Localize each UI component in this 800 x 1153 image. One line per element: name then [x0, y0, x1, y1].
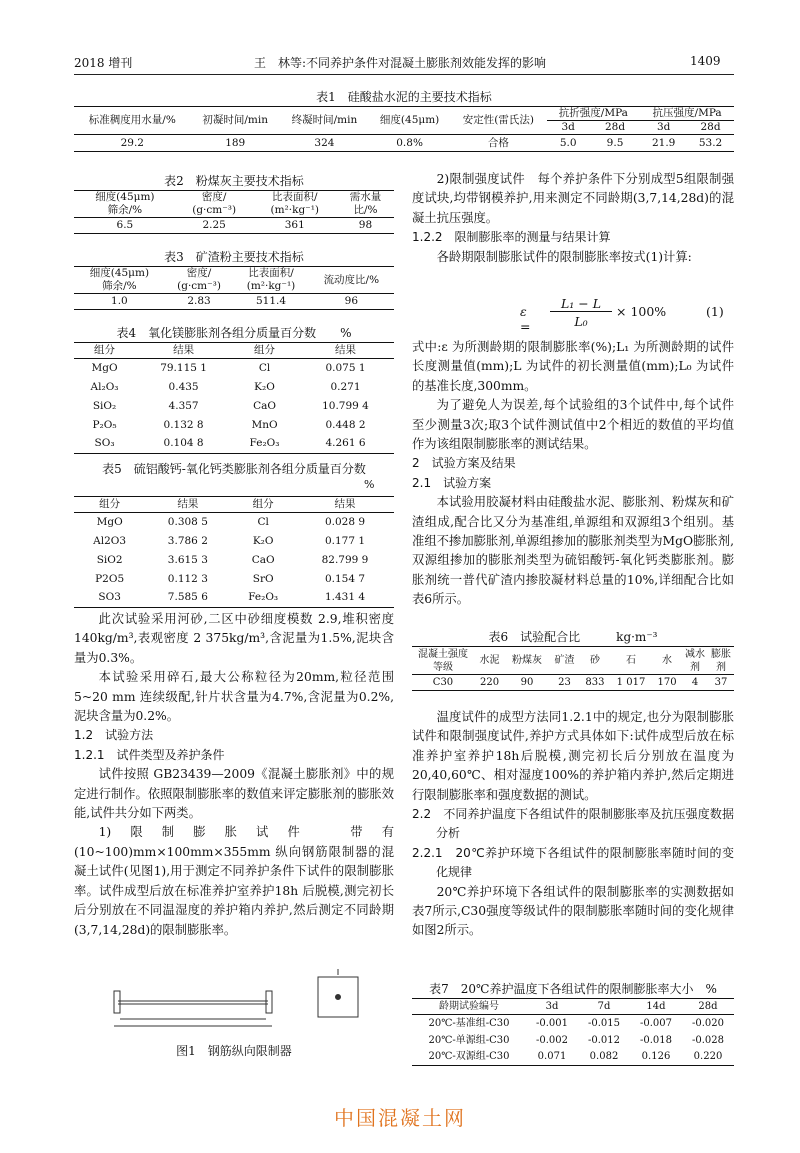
table2: [74, 190, 394, 234]
footer-watermark: 中国混凝土网: [334, 1106, 466, 1130]
paragraph: 1)限制膨胀试件 带有(10~100)mm×100mm×355mm 纵向钢筋限制器的混凝土试件(见图1),用于测定不同养护条件下试件的限制膨胀率。试件成型后放在标准养护室养护18h 后脱模,测完初长后分别放在不同温湿度的养护箱内养护,然后测定不同龄期(3,7,14,28d)的限制膨胀率。: [74, 825, 394, 937]
t2-h0: 细度(45μm) 筛余/%: [74, 191, 176, 218]
figure-1-rebar-restrainer: [100, 963, 400, 1038]
t6-h7: 减水剂: [682, 647, 708, 675]
table-row: SO₃ 0.104 8 Fe₂O₃ 4.261 6: [94, 437, 366, 450]
left-column-text: [74, 610, 394, 940]
table5-unit: %: [364, 478, 375, 491]
table4: [74, 342, 394, 454]
figure-1-caption: 图1 钢筋纵向限制器: [176, 1044, 292, 1058]
section-heading: 2.1 试验方案: [412, 475, 492, 490]
t1-c6: 9.5: [606, 136, 624, 149]
table-row: C30 220 90 23 833 1 017 170 4 37: [432, 677, 728, 688]
t1-sub1: 28d: [590, 121, 640, 135]
t5-h3: 结果: [296, 497, 394, 513]
table7-caption: 表7 20℃养护温度下各组试件的限制膨胀率大小 %: [429, 982, 717, 996]
t1-h0: 标准稠度用水量/%: [74, 107, 191, 135]
paragraph: 本试验用胶凝材料由硅酸盐水泥、膨胀剂、粉煤灰和矿渣组成,配合比又分为基准组,单源组和双源组3个组别。基准组不掺加膨胀剂,单源组掺加的膨胀剂类型为MgO膨胀剂,双源组掺加的膨胀剂类型为硫铝酸钙-氧化钙类膨胀剂。膨胀剂统一普代矿渣内掺胶凝材料总量的10%,详细配合比如表6所示。: [412, 495, 734, 607]
table5: [74, 496, 394, 608]
t1-sub0: 3d: [547, 121, 590, 135]
table3-caption: 表3 矿渣粉主要技术指标: [164, 250, 304, 264]
section-heading: 1.2.2 限制膨胀率的测量与结果计算: [412, 230, 611, 245]
running-header-left: 2018 增刊: [74, 56, 133, 70]
running-header-title: 王 林等:不同养护条件对混凝土膨胀剂效能发挥的影响: [253, 56, 547, 70]
paragraph: 试件按照 GB23439—2009《混凝土膨胀剂》中的规定进行制作。依照限制膨胀率的数值来评定膨胀剂的膨胀效能,试件共分如下两类。: [74, 767, 394, 821]
table-row: 20℃-单源组-C30 -0.002 -0.012 -0.018 -0.028: [428, 1034, 724, 1046]
t1-c5: 5.0: [559, 136, 577, 149]
right-column-text-lower: [412, 708, 734, 941]
t1-c1: 189: [225, 136, 246, 149]
t6-h5: 石: [610, 647, 652, 675]
t5-h1: 结果: [145, 497, 230, 513]
table-row: SiO2 3.615 3 CaO 82.799 9: [96, 553, 369, 566]
paragraph: 各龄期限制膨胀试件的限制膨胀率按式(1)计算:: [436, 249, 692, 264]
table-row: P2O5 0.112 3 SrO 0.154 7: [95, 572, 366, 585]
t3-c1: 2.83: [187, 295, 211, 307]
t2-c0: 6.5: [116, 219, 134, 231]
t7-h2: 7d: [578, 999, 630, 1015]
t4-h2: 组分: [232, 343, 297, 359]
t7-h0: 龄期试验编号: [412, 999, 526, 1015]
paragraph: 此次试验采用河砂,二区中砂细度模数 2.9,堆积密度140kg/m³,表观密度 2 375kg/m³,含泥量为1.5%,泥块含量为0.3%。: [74, 612, 394, 665]
t1-sub2: 3d: [640, 121, 687, 135]
t3-h2: 比表面积/ (m²·kg⁻¹): [233, 267, 308, 294]
t3-h0: 细度(45μm) 筛余/%: [74, 267, 165, 294]
eq-numerator: L₁ − L: [550, 296, 612, 312]
t3-h3: 流动度比/%: [309, 267, 394, 294]
t1-c2: 324: [314, 136, 335, 149]
table-row: MgO 0.308 5 Cl 0.028 9: [96, 515, 366, 528]
t6-h1: 水泥: [474, 647, 505, 675]
section-heading: 1.2 试验方法: [74, 728, 154, 743]
t2-h3: 需水量 比/%: [337, 191, 394, 218]
t3-c2: 511.4: [255, 295, 287, 307]
table-row: 20℃-双源组-C30 0.071 0.082 0.126 0.220: [428, 1051, 723, 1063]
paragraph: 温度试件的成型方法同1.2.1中的规定,也分为限制膨胀试件和限制强度试件,养护方式具体如下:试件成型后放在标准养护室养护18h后脱模,测完初长后分别放在温度为20,40,60℃、相对湿度100%的养护箱内养护,然后定期进行限制膨胀率和强度数据的测试。: [412, 710, 734, 802]
paragraph: 为了避免人为误差,每个试验组的3个试件中,每个试件至少测量3次;取3个试件测试值中2个相近的数值的平均值作为该组限制膨胀率的测试结果。: [412, 398, 734, 452]
t7-h4: 28d: [682, 999, 734, 1015]
section-heading: 2 试验方案及结果: [412, 456, 516, 471]
table2-caption: 表2 粉煤灰主要技术指标: [164, 174, 304, 188]
eq-denominator: L₀: [574, 314, 588, 329]
t7-h1: 3d: [526, 999, 578, 1015]
t1-c8: 53.2: [698, 136, 723, 149]
paragraph: 式中:ε 为所测龄期的限制膨胀率(%);L₁ 为所测龄期的试件长度测量值(mm);L 为试件的初长测量值(mm);L₀ 为试件的基准长度,300mm。: [412, 340, 734, 393]
t1-c3: 0.8%: [396, 136, 423, 149]
t6-h4: 砂: [580, 647, 610, 675]
t1-c7: 21.9: [651, 136, 676, 149]
table6: [412, 646, 734, 691]
t2-c3: 98: [358, 219, 373, 231]
t5-h2: 组分: [230, 497, 296, 513]
t6-h3: 矿渣: [549, 647, 580, 675]
table5-caption: 表5 硫铝酸钙-氧化钙类膨胀剂各组分质量百分数: [102, 462, 366, 476]
table1: [74, 106, 734, 152]
right-column-text-middle: [412, 338, 734, 610]
t3-c0: 1.0: [111, 295, 128, 307]
t1-c4: 合格: [487, 136, 509, 149]
paragraph: 2)限制强度试件 每个养护条件下分别成型5组限制强度试块,均带钢模养护,用来测定不同龄期(3,7,14,28d)的混凝土抗压强度。: [412, 172, 734, 225]
t6-h6: 水: [652, 647, 682, 675]
table-row: MgO 79.115 1 Cl 0.075 1: [91, 361, 366, 374]
table1-caption: 表1 硅酸盐水泥的主要技术指标: [316, 90, 492, 104]
t1-h5: 抗折强度/MPa: [547, 107, 641, 121]
table-row: Al₂O₃ 0.435 K₂O 0.271: [90, 380, 361, 393]
table-row: SO3 7.585 6 Fe₂O₃ 1.431 4: [98, 591, 366, 604]
t1-h6: 抗压强度/MPa: [640, 107, 734, 121]
header-rule: [74, 74, 734, 75]
t1-h1: 初凝时间/min: [191, 107, 280, 135]
t2-h2: 比表面积/ (m²·kg⁻¹): [253, 191, 337, 218]
t1-h4: 安定性(雷氏法): [450, 107, 546, 135]
t2-c1: 2.25: [202, 219, 226, 231]
table3: [74, 266, 394, 310]
equation-label: (1): [706, 304, 724, 319]
table-row: SiO₂ 4.357 CaO 10.799 4: [92, 399, 369, 412]
eq-tail: × 100%: [616, 304, 667, 319]
table4-caption: 表4 氧化镁膨胀剂各组分质量百分数 %: [116, 326, 352, 340]
t1-sub3: 28d: [687, 121, 734, 135]
t3-c3: 96: [344, 295, 359, 307]
t6-h0: 混凝土强度等级: [412, 647, 474, 675]
page-number: 1409: [690, 54, 721, 68]
section-heading: 2.2.1 20℃养护环境下各组试件的限制膨胀率随时间的变化规律: [412, 845, 734, 880]
t2-c2: 361: [284, 219, 305, 231]
right-column-text-top: [412, 170, 734, 267]
t7-h3: 14d: [630, 999, 682, 1015]
t6-h2: 粉煤灰: [505, 647, 549, 675]
section-heading: 1.2.1 试件类型及养护条件: [74, 747, 225, 762]
paragraph: 本试验采用碎石,最大公称粒径为20mm,粒径范围5~20 mm 连续级配,针片状含量为4.7%,含泥量为0.2%,泥块含量为0.2%。: [74, 670, 394, 724]
t4-h0: 组分: [74, 343, 135, 359]
t1-h2: 终凝时间/min: [280, 107, 369, 135]
eq-lhs: ε =: [520, 304, 531, 334]
t2-h1: 密度/ (g·cm⁻³): [176, 191, 253, 218]
table6-caption: 表6 试验配合比 kg·m⁻³: [488, 630, 658, 644]
t1-c0: 29.2: [120, 136, 144, 149]
table-row: Al2O3 3.786 2 K₂O 0.177 1: [93, 534, 366, 547]
t4-h3: 结果: [297, 343, 394, 359]
paragraph: 20℃养护环境下各组试件的限制膨胀率的实测数据如表7所示,C30强度等级试件的限制膨胀率随时间的变化规律如图2所示。: [412, 884, 734, 938]
t4-h1: 结果: [135, 343, 232, 359]
table-row: P₂O₅ 0.132 8 MnO 0.448 2: [92, 418, 366, 431]
t1-h3: 细度(45μm): [369, 107, 450, 135]
t5-h0: 组分: [74, 497, 145, 513]
table7: [412, 998, 734, 1066]
t6-h8: 膨胀剂: [708, 647, 734, 675]
table-row: 20℃-基准组-C30 -0.001 -0.015 -0.007 -0.020: [428, 1017, 724, 1029]
t3-h1: 密度/ (g·cm⁻³): [165, 267, 234, 294]
section-heading: 2.2 不同养护温度下各组试件的限制膨胀率及抗压强度数据分析: [412, 807, 734, 841]
